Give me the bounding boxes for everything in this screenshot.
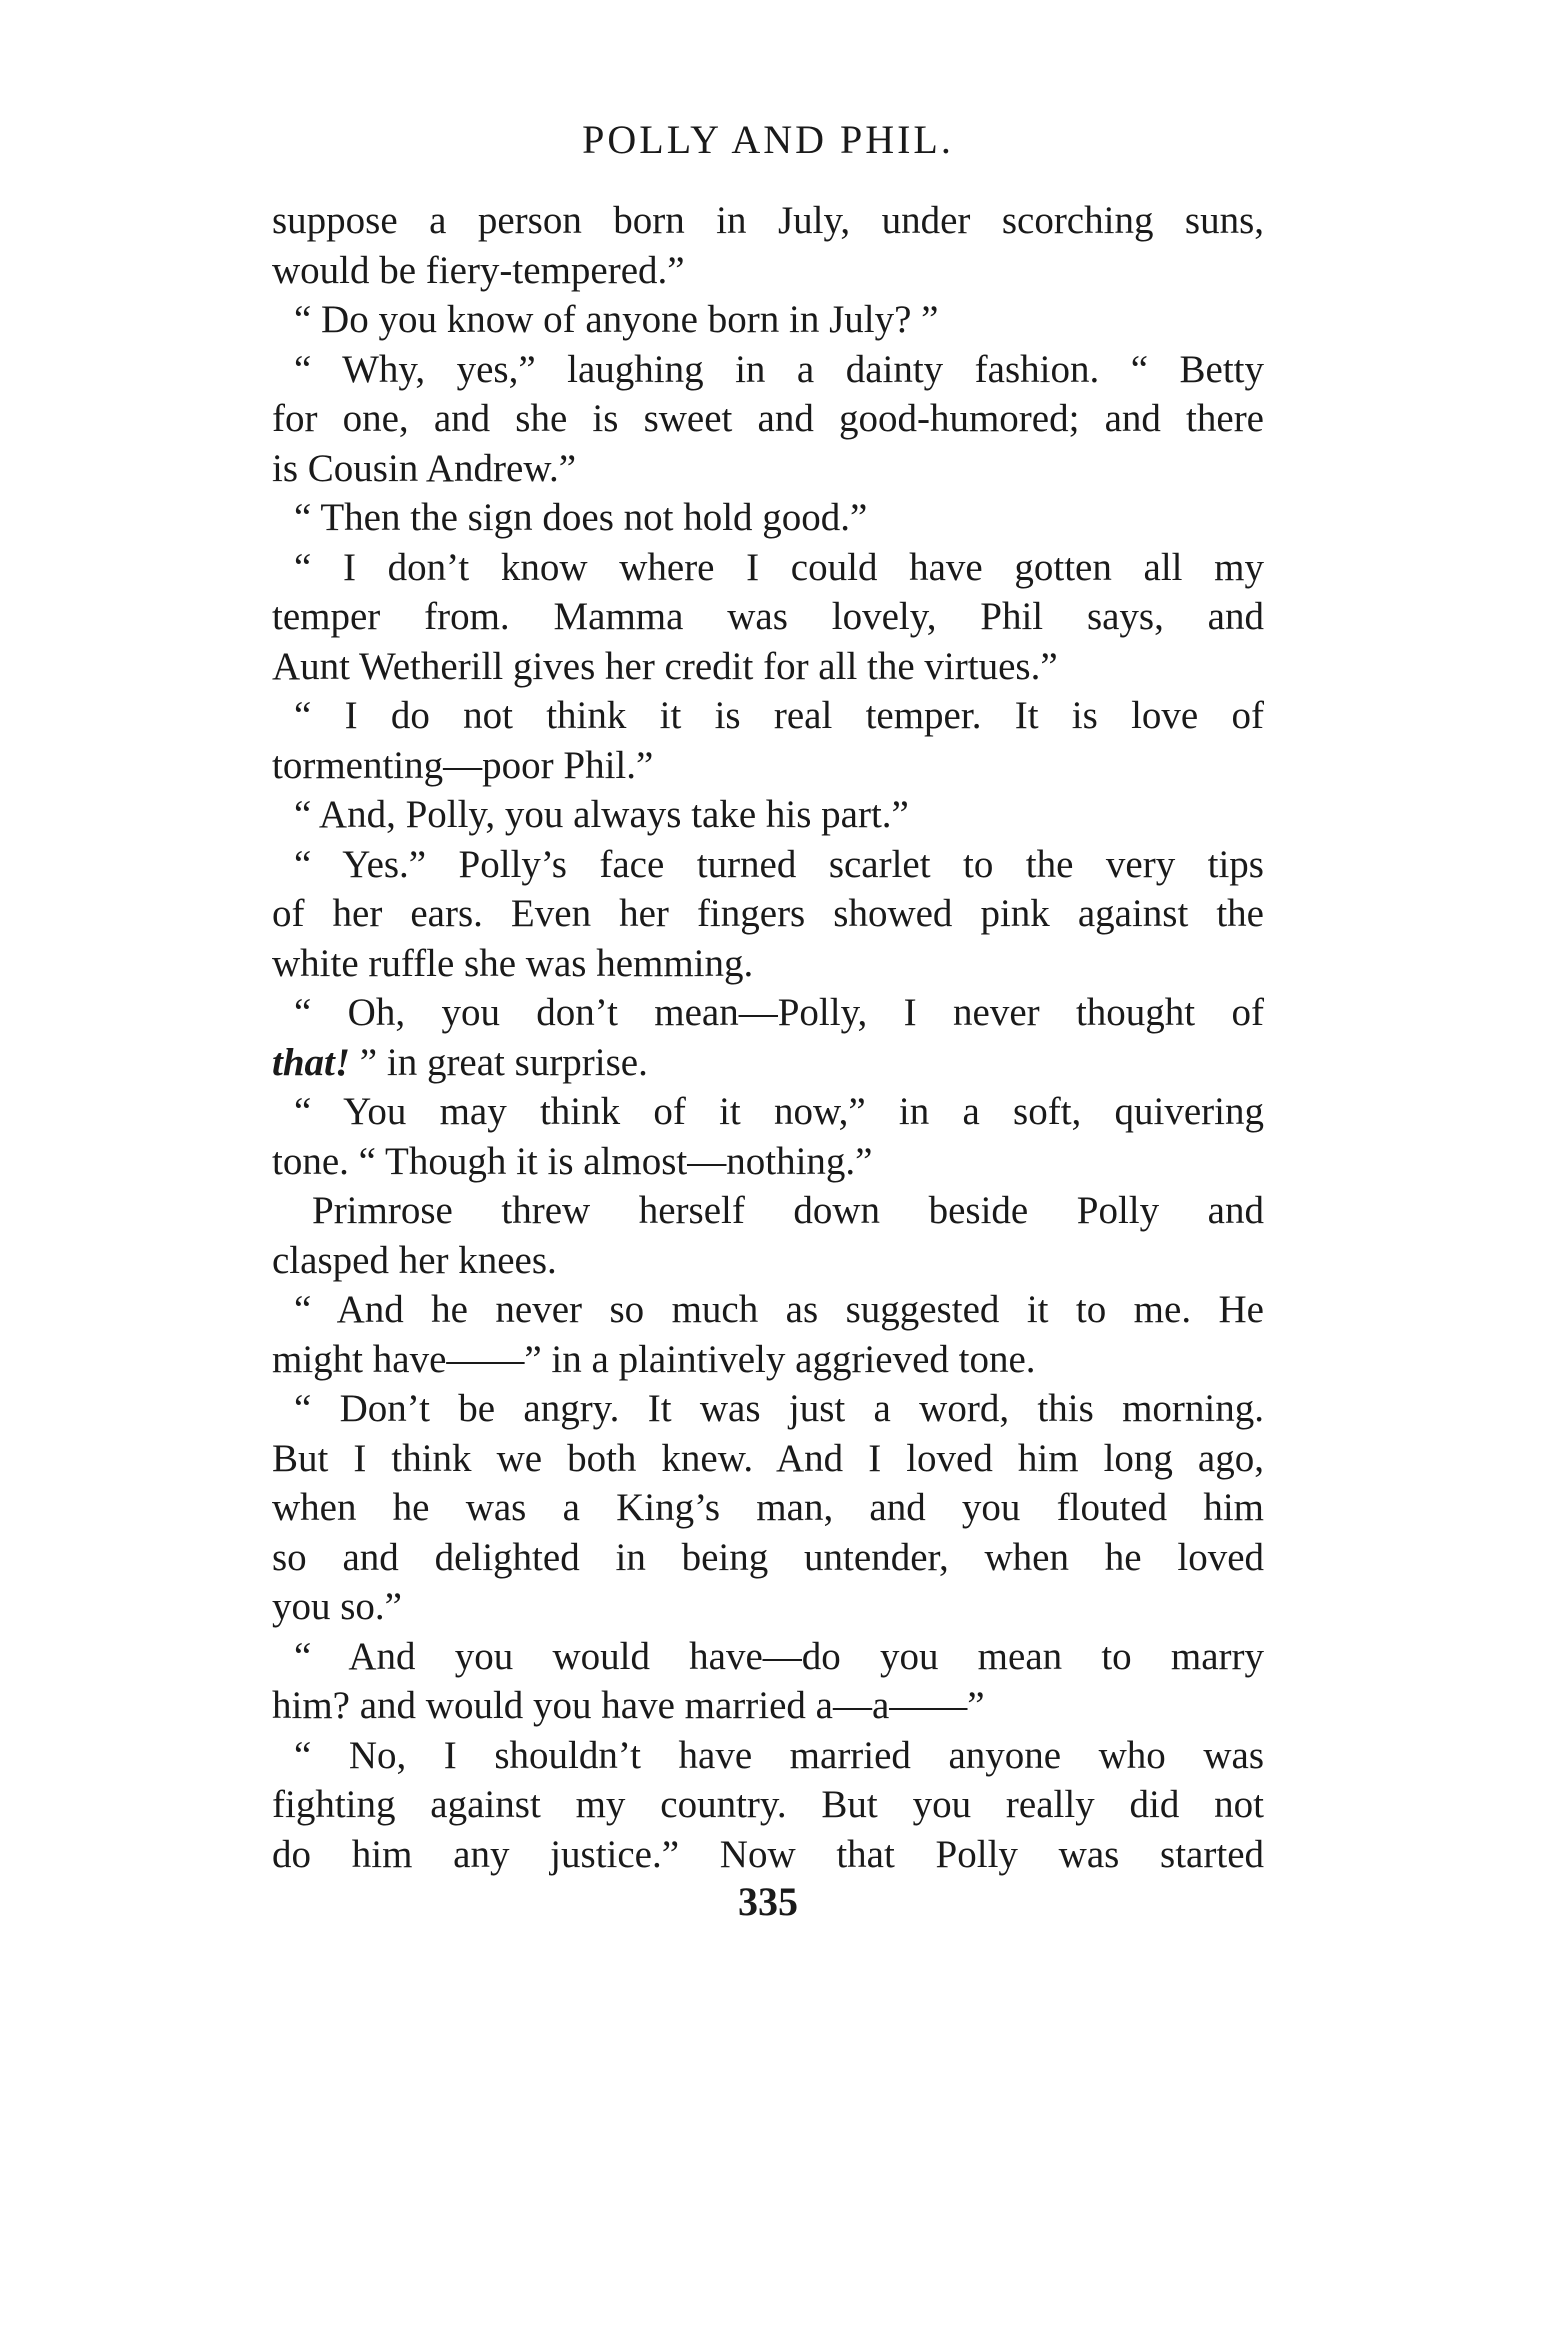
text-line: [272, 1038, 1264, 1088]
text-line: do him any justice.” Now that Polly was started: [272, 1832, 1264, 1876]
text-line: “ And you would have—do you mean to marry: [294, 1634, 1264, 1678]
text-line: But I think we both knew. And I loved him long ago,: [272, 1436, 1264, 1480]
text-line: clasped her knees.: [272, 1238, 557, 1282]
text-line: “ Then the sign does not hold good.”: [294, 496, 868, 539]
running-head: POLLY AND PHIL.: [582, 117, 954, 162]
text-line: “ Why, yes,” laughing in a dainty fashion. “ Betty: [294, 347, 1264, 391]
text-line: tormenting—poor Phil.”: [272, 743, 654, 787]
text-line: “ Yes.” Polly’s face turned scarlet to the very tips: [294, 842, 1264, 886]
text-line: white ruffle she was hemming.: [272, 941, 754, 985]
text-line: might have——” in a plaintively aggrieved tone.: [272, 1337, 1036, 1381]
text-line: “ Oh, you don’t mean—Polly, I never thought of: [294, 991, 1264, 1034]
body-text: [272, 196, 1264, 1879]
text-line: Aunt Wetherill gives her credit for all the virtues.”: [272, 644, 1058, 688]
text-line: would be fiery-tempered.”: [272, 248, 685, 292]
text-line: tone. “ Though it is almost—nothing.”: [272, 1139, 873, 1183]
page-number: 335: [738, 1879, 798, 1924]
text-line: “ And he never so much as suggested it to me. He: [294, 1288, 1264, 1331]
text-line: you so.”: [272, 1585, 402, 1628]
text-line: for one, and she is sweet and good-humored; and there: [272, 397, 1264, 440]
text-line: when he was a King’s man, and you flouted him: [272, 1486, 1264, 1529]
text-line: “ Do you know of anyone born in July? ”: [294, 298, 939, 341]
text-line: “ You may think of it now,” in a soft, quivering: [294, 1090, 1264, 1133]
text-segment: ” in great surprise.: [350, 1040, 648, 1084]
text-line: so and delighted in being untender, when he loved: [272, 1535, 1264, 1579]
text-line: him? and would you have married a—a——”: [272, 1684, 985, 1727]
emphasis-text: that!: [272, 1040, 351, 1084]
text-line: “ And, Polly, you always take his part.”: [294, 793, 909, 836]
text-line: “ I don’t know where I could have gotten all my: [294, 545, 1264, 589]
text-line: is Cousin Andrew.”: [272, 446, 577, 490]
text-line: Primrose threw herself down beside Polly and: [312, 1189, 1264, 1232]
text-line: fighting against my country. But you really did not: [272, 1783, 1264, 1826]
text-line: “ No, I shouldn’t have married anyone who was: [294, 1733, 1264, 1777]
text-line: of her ears. Even her fingers showed pink against the: [272, 892, 1264, 935]
text-line: “ Don’t be angry. It was just a word, this morning.: [294, 1387, 1264, 1430]
text-line: “ I do not think it is real temper. It is love of: [294, 694, 1264, 737]
text-line: temper from. Mamma was lovely, Phil says, and: [272, 595, 1264, 638]
text-line: suppose a person born in July, under scorching suns,: [272, 199, 1264, 242]
